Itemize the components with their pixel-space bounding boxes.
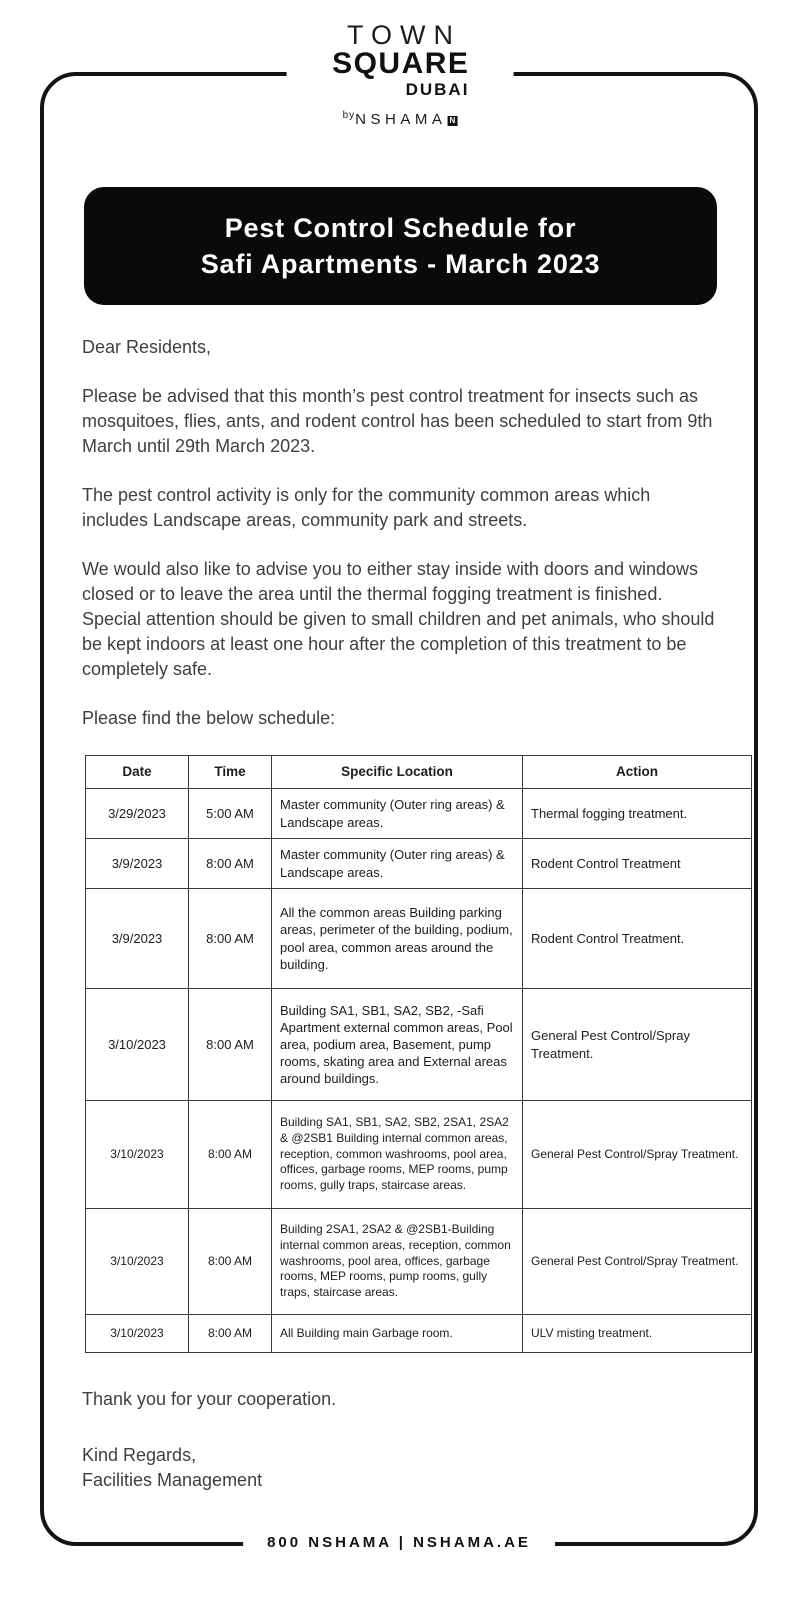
cell-action: General Pest Control/Spray Treatment. bbox=[523, 1101, 752, 1209]
table-row bbox=[86, 1209, 752, 1315]
cell-time: 8:00 AM bbox=[189, 1101, 272, 1209]
cell-location: Master community (Outer ring areas) & Landscape areas. bbox=[272, 789, 523, 839]
cell-action: General Pest Control/Spray Treatment. bbox=[523, 989, 752, 1101]
logo-by-text: by bbox=[342, 110, 356, 122]
cell-action: Thermal fogging treatment. bbox=[523, 789, 752, 839]
cell-location: Master community (Outer ring areas) & Landscape areas. bbox=[272, 839, 523, 889]
salutation: Dear Residents, bbox=[82, 337, 212, 357]
logo-byline bbox=[331, 110, 470, 128]
footer-contact: 800 NSHAMA | NSHAMA.AE bbox=[243, 1531, 555, 1555]
closing-block bbox=[82, 1387, 718, 1493]
table-row bbox=[86, 839, 752, 889]
header-time: Time bbox=[189, 756, 272, 789]
cell-time: 8:00 AM bbox=[189, 889, 272, 989]
cell-time: 8:00 AM bbox=[189, 839, 272, 889]
table-row bbox=[86, 1101, 752, 1209]
cell-date: 3/10/2023 bbox=[86, 1209, 189, 1315]
letter-body bbox=[82, 335, 718, 731]
cell-location: All the common areas Building parking areas, perimeter of the building, podium, pool area, common areas around the building. bbox=[272, 889, 523, 989]
header-date: Date bbox=[86, 756, 189, 789]
cell-date: 3/9/2023 bbox=[86, 839, 189, 889]
cell-action: General Pest Control/Spray Treatment. bbox=[523, 1209, 752, 1315]
logo-town-text: TOWN bbox=[346, 20, 461, 50]
cell-date: 3/10/2023 bbox=[86, 1315, 189, 1353]
header-action: Action bbox=[523, 756, 752, 789]
page-title-line1: Pest Control Schedule for bbox=[224, 213, 577, 243]
paragraph-1: Please be advised that this month’s pest control treatment for insects such as mosquitoes, flies, ants, and rodent control has been scheduled to start from 9th March until 29th March 2023. bbox=[82, 386, 713, 456]
cell-date: 3/10/2023 bbox=[86, 1101, 189, 1209]
cell-location: All Building main Garbage room. bbox=[272, 1315, 523, 1353]
cell-time: 8:00 AM bbox=[189, 1315, 272, 1353]
table-row bbox=[86, 789, 752, 839]
table-row bbox=[86, 1315, 752, 1353]
cell-location: Building 2SA1, 2SA2 & @2SB1-Building internal common areas, reception, common washrooms, pool area, offices, garbage rooms, MEP rooms, pump rooms, gully traps, staircase areas. bbox=[272, 1209, 523, 1315]
signoff-line2: Facilities Management bbox=[82, 1470, 263, 1490]
title-banner bbox=[84, 187, 717, 305]
schedule-table-body bbox=[86, 789, 752, 1353]
schedule-intro: Please find the below schedule: bbox=[82, 708, 336, 728]
page-title-line2: Safi Apartments - March 2023 bbox=[200, 249, 601, 279]
logo-dubai-text: DUBAI bbox=[405, 79, 470, 99]
nshama-mark-icon: N bbox=[447, 116, 457, 126]
logo-square-text: SQUARE bbox=[332, 47, 470, 80]
paragraph-3: We would also like to advise you to either stay inside with doors and windows closed or to leave the area until the thermal fogging treatment is finished. Special attention should be given to small children and pet animals, who should be kept indoors at least one hour after the completion of this treatment to be completely safe. bbox=[82, 559, 715, 679]
cell-action: ULV misting treatment. bbox=[523, 1315, 752, 1353]
cell-location: Building SA1, SB1, SA2, SB2, 2SA1, 2SA2 & @2SB1 Building internal common areas, reception, common washrooms, pool area, offices, garbage rooms, MEP rooms, pump rooms, gully traps, staircase areas. bbox=[272, 1101, 523, 1209]
cell-location: Building SA1, SB1, SA2, SB2, -Safi Apartment external common areas, Pool area, podium area, Basement, pump rooms, skating area and External areas around buildings. bbox=[272, 989, 523, 1101]
notice-card bbox=[40, 72, 758, 1551]
paragraph-2: The pest control activity is only for the community common areas which includes Landscape areas, community park and streets. bbox=[82, 485, 651, 530]
header-location: Specific Location bbox=[272, 756, 523, 789]
signoff-line1: Kind Regards, bbox=[82, 1445, 197, 1465]
cell-time: 8:00 AM bbox=[189, 1209, 272, 1315]
table-row bbox=[86, 889, 752, 989]
thanks-line: Thank you for your cooperation. bbox=[82, 1389, 337, 1409]
cell-action: Rodent Control Treatment bbox=[523, 839, 752, 889]
cell-time: 5:00 AM bbox=[189, 789, 272, 839]
schedule-table bbox=[85, 755, 752, 1353]
cell-time: 8:00 AM bbox=[189, 989, 272, 1101]
brand-logo bbox=[287, 22, 514, 129]
cell-date: 3/10/2023 bbox=[86, 989, 189, 1101]
cell-date: 3/9/2023 bbox=[86, 889, 189, 989]
table-row bbox=[86, 989, 752, 1101]
cell-date: 3/29/2023 bbox=[86, 789, 189, 839]
schedule-table-head bbox=[86, 756, 752, 789]
cell-action: Rodent Control Treatment. bbox=[523, 889, 752, 989]
logo-company-text: NSHAMA bbox=[355, 111, 447, 129]
logo-wordmark bbox=[331, 22, 470, 128]
header-row bbox=[86, 756, 752, 789]
